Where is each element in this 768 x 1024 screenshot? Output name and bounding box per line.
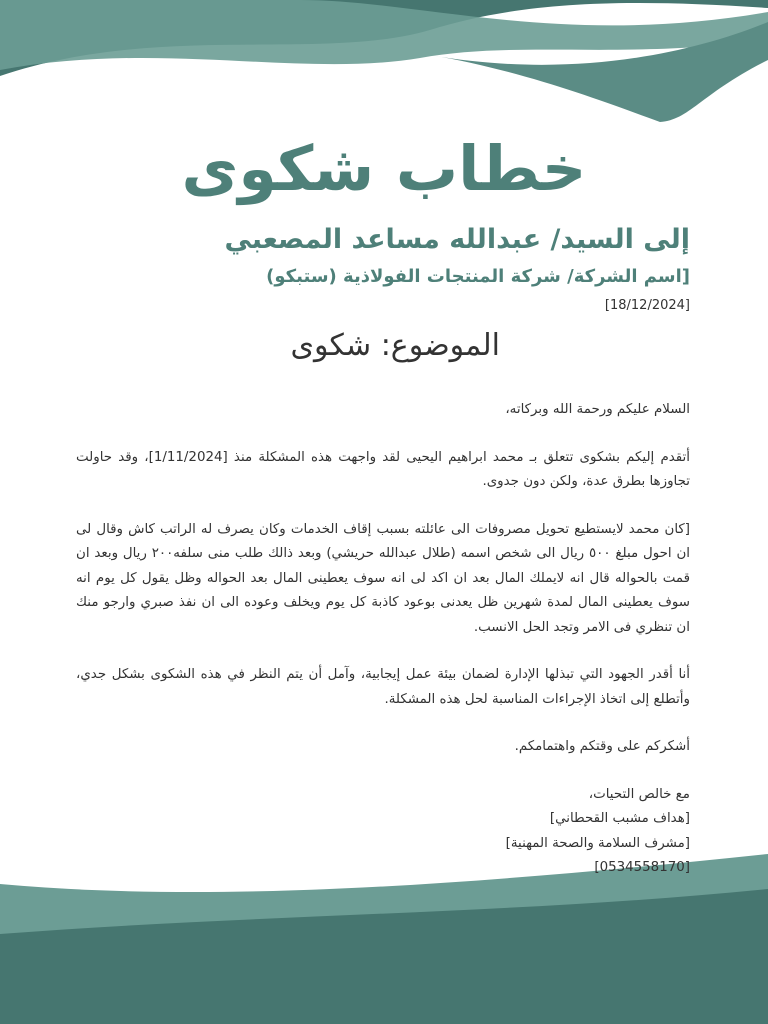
paragraph-request: أنا أقدر الجهود التي تبذلها الإدارة لضمان بيئة عمل إيجابية، وآمل أن يتم النظر في هذه الشكوى بشكل جدي، وأتطلع إلى اتخاذ الإجراءات المناسبة لحل هذه المشكلة. — [76, 667, 690, 707]
letter-body — [76, 398, 690, 881]
paragraph-details: [كان محمد لايستطيع تحويل مصروفات الى عائلته بسبب إقاف الخدمات وكان يصرف له الراتب كاش وقال لى ان احول مبلغ ٥٠٠ ريال الى شخص اسمه (طلال عبدالله حريشي) وبعد ذالك طلب منى سلفه٢٠٠ ريال وبعد ان قمت بالحواله قال انه لايملك المال بعد ان اكد لى انه سوف يعطينى المال بعد الحواله وظل يقول كل يوم انه سوف يعطينى المال لمدة شهرين ظل يعدنى بوعود كاذبة كل يوم ويخلف وعوده الى ان نفذ صبري وارجو منك ان تنظري فى الامر وتجد الحل الانسب. — [76, 521, 690, 635]
sender-name: [هداف مشبب القحطاني] — [549, 811, 690, 826]
paragraph-intro: أتقدم إليكم بشكوى تتعلق بـ محمد ابراهيم اليحيى لقد واجهت هذه المشكلة منذ [1/11/2024]، وقد حاولت تجاوزها بطرق عدة، ولكن دون جدوى. — [76, 449, 690, 489]
closing-line: مع خالص التحيات، — [588, 786, 690, 802]
sender-title: [مشرف السلامة والصحة المهنية] — [505, 835, 690, 851]
signature-block — [76, 783, 690, 881]
letter-title: خطاب شكوى — [181, 132, 587, 205]
subject-line: الموضوع: شكوى — [290, 328, 500, 363]
thanks-line: أشكركم على وقتكم واهتمامكم. — [514, 739, 690, 754]
letter-date: [18/12/2024] — [604, 298, 690, 313]
greeting: السلام عليكم ورحمة الله وبركاته، — [505, 402, 690, 417]
company-line: [اسم الشركة/ شركة المنتجات الفولاذية (ستبكو) — [266, 266, 690, 287]
sender-phone: [0534558170] — [594, 860, 690, 875]
recipient-line: إلى السيد/ عبدالله مساعد المصعبي — [224, 224, 690, 255]
